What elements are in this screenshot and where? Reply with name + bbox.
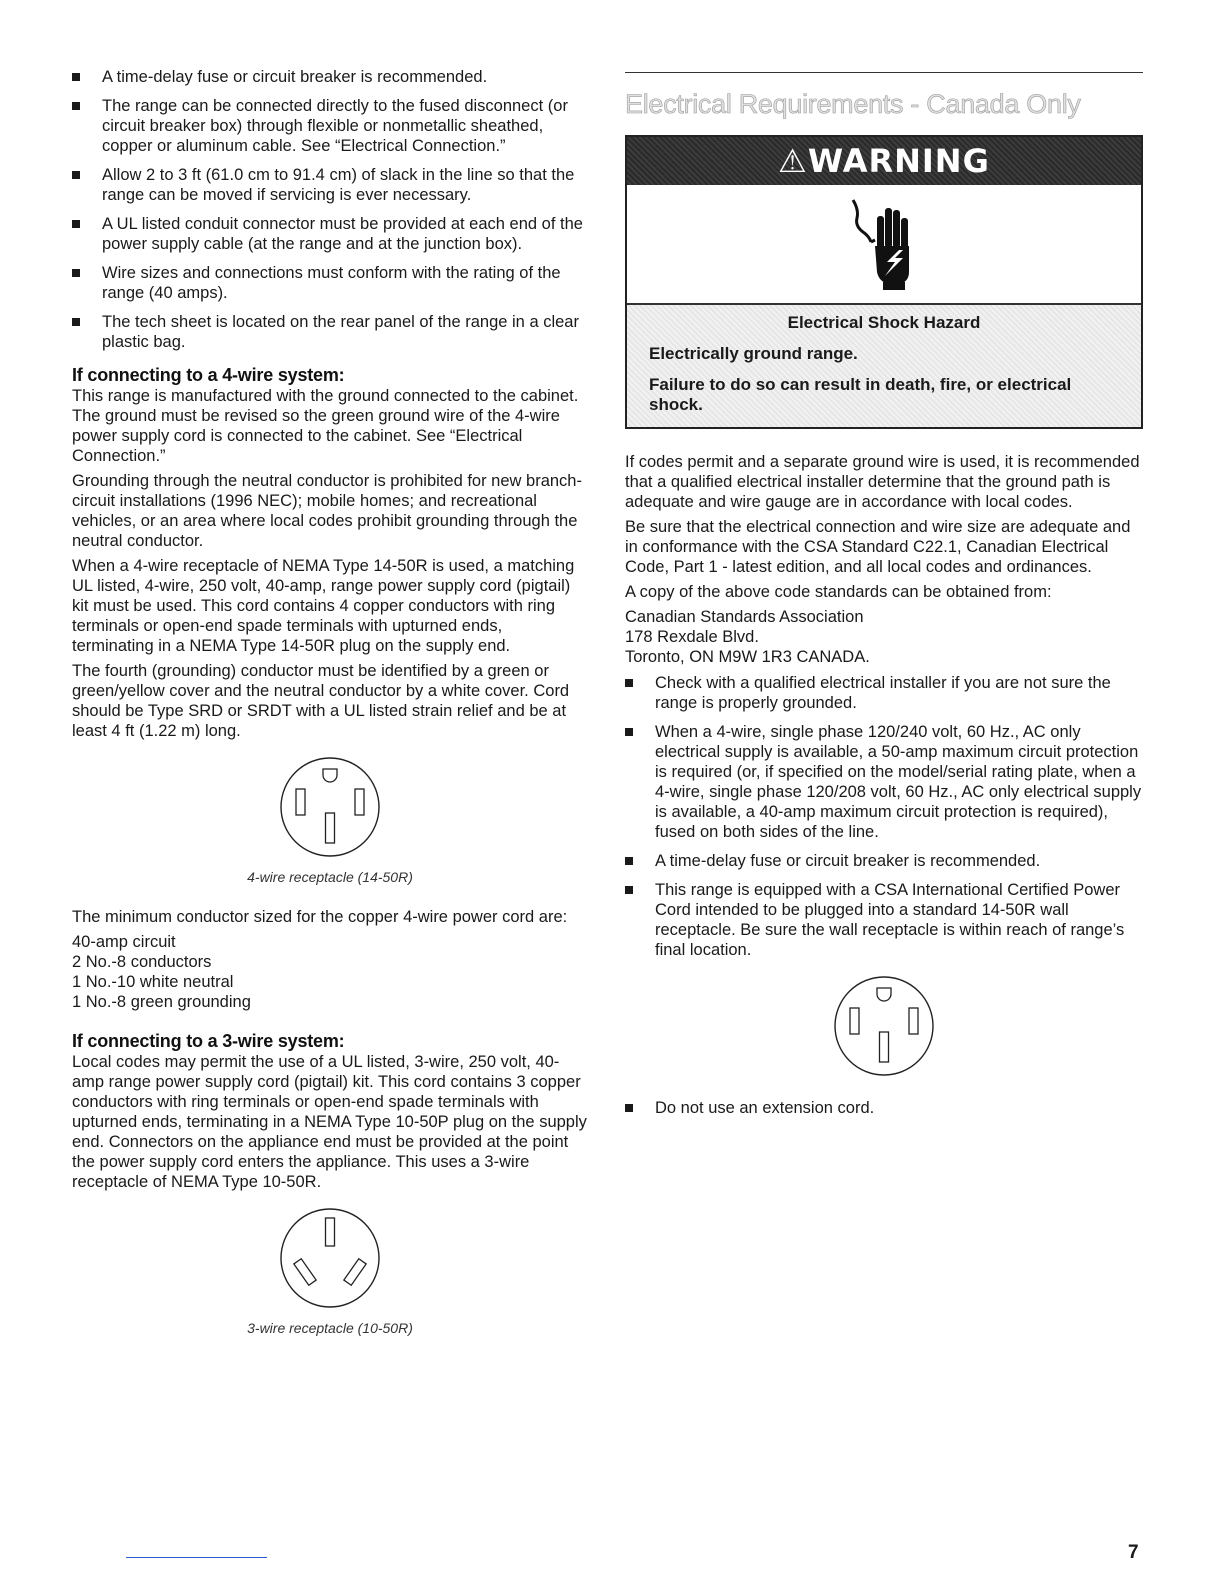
list-item: The tech sheet is located on the rear panel of the range in a clear plastic bag.: [72, 312, 588, 352]
list-item: The range can be connected directly to the fused disconnect (or circuit breaker box) through flexible or nonmetallic sheathed, copper or aluminum cable. See “Electrical Connection.”: [72, 96, 588, 156]
list-item: Wire sizes and connections must conform with the rating of the range (40 amps).: [72, 263, 588, 303]
four-wire-paragraph: This range is manufactured with the ground connected to the cabinet. The ground must be revised so the green ground wire of the 4-wire power supply cord is connected to the cabinet. See “Electrical Connection.”: [72, 387, 579, 465]
warning-consequence: Failure to do so can result in death, fire, or electrical shock.: [649, 375, 1072, 414]
list-item: Allow 2 to 3 ft (61.0 cm to 91.4 cm) of slack in the line so that the range can be moved if servicing is ever necessary.: [72, 165, 588, 205]
warning-header: [627, 137, 1141, 185]
footer-divider: [126, 1557, 267, 1558]
four-wire-paragraph: Grounding through the neutral conductor is prohibited for new branch-circuit installations (1996 NEC); mobile homes; and recreational vehicles, or an area where local codes prohibit grounding through the neutral conductor.: [72, 472, 582, 550]
canada-receptacle-figure: [625, 974, 1143, 1078]
conductor-spec-list: [72, 932, 588, 1012]
warning-instruction: Electrically ground range.: [649, 344, 858, 363]
electrical-shock-hand-icon: [849, 196, 919, 292]
three-wire-receptacle-figure: [72, 1206, 588, 1338]
figure-caption: 4-wire receptacle (14-50R): [247, 869, 413, 885]
paragraph: Be sure that the electrical connection and wire size are adequate and in conformance with the CSA Standard C22.1, Canadian Electrical Code, Part 1 - latest edition, and all local codes and ordinances.: [625, 518, 1131, 576]
spec-line: 2 No.-8 conductors: [72, 953, 212, 971]
hazard-title: Electrical Shock Hazard: [787, 313, 981, 332]
min-conductor-text: The minimum conductor sized for the copper 4-wire power cord are:: [72, 908, 568, 926]
list-item: A time-delay fuse or circuit breaker is recommended.: [72, 67, 588, 87]
four-wire-receptacle-figure: [72, 755, 588, 887]
spec-line: 1 No.-8 green grounding: [72, 993, 251, 1011]
warning-body: [627, 305, 1141, 427]
four-wire-heading: If connecting to a 4-wire system:: [72, 365, 345, 385]
three-wire-paragraph: Local codes may permit the use of a UL listed, 3-wire, 250 volt, 40-amp range power supply cord (pigtail) kit. This cord contains 3 copper conductors with ring terminals or open-end spade terminals with upturned ends, terminating in a NEMA Type 10-50P plug on the supply end. Connectors on the appliance end must be provided at the point the power supply cord enters the appliance. This uses a 3-wire receptacle of NEMA Type 10-50R.: [72, 1053, 587, 1191]
four-wire-receptacle-icon: [832, 974, 936, 1078]
four-wire-receptacle-icon: [278, 755, 382, 859]
warning-label: ⚠WARNING: [778, 142, 990, 180]
list-item: A UL listed conduit connector must be provided at each end of the power supply cable (at the range and at the junction box).: [72, 214, 588, 254]
three-wire-receptacle-icon: [278, 1206, 382, 1310]
address-block: [625, 607, 1143, 667]
spec-line: 40-amp circuit: [72, 933, 176, 951]
four-wire-paragraph: The fourth (grounding) conductor must be identified by a green or green/yellow cover and the neutral conductor by a white cover. Cord should be Type SRD or SRDT with a UL listed strain relief and be at least 4 ft (1.22 m) long.: [72, 662, 570, 740]
right-column: [625, 72, 1143, 1127]
figure-caption: 3-wire receptacle (10-50R): [247, 1320, 413, 1336]
paragraph: If codes permit and a separate ground wire is used, it is recommended that a qualified electrical installer determine that the ground path is adequate and wire gauge are in accordance with local codes.: [625, 453, 1140, 511]
canada-list: [625, 673, 1143, 960]
spec-line: 1 No.-10 white neutral: [72, 973, 234, 991]
address-line: Toronto, ON M9W 1R3 CANADA.: [625, 648, 870, 666]
four-wire-paragraph: When a 4-wire receptacle of NEMA Type 14-50R is used, a matching UL listed, 4-wire, 250 volt, 40-amp, range power supply cord (pigtail) kit must be used. This cord contains 4 copper conductors with ring terminals or open-end spade terminals with upturned ends, terminating in a NEMA Type 14-50R plug on the supply end.: [72, 557, 575, 655]
warning-icon-area: [627, 185, 1141, 305]
list-item: When a 4-wire, single phase 120/240 volt, 60 Hz., AC only electrical supply is available, a 50-amp maximum circuit protection is required (or, if specified on the model/serial rating plate, when a 4-wire, single phase 120/208 volt, 60 Hz., AC only electrical supply is available, a 40-amp maximum circuit protection is required), fused on both sides of the line.: [625, 722, 1143, 842]
final-list: [625, 1098, 1143, 1118]
canada-text: [625, 452, 1143, 960]
warning-box: [625, 135, 1143, 429]
list-item: Check with a qualified electrical installer if you are not sure the range is properly grounded.: [625, 673, 1143, 713]
list-item: Do not use an extension cord.: [625, 1098, 1143, 1118]
page-number: 7: [1128, 1542, 1139, 1563]
requirements-list: [72, 67, 588, 352]
three-wire-heading: If connecting to a 3-wire system:: [72, 1031, 345, 1051]
left-column: [72, 67, 588, 1338]
address-line: Canadian Standards Association: [625, 608, 864, 626]
divider: [625, 72, 1143, 73]
paragraph: A copy of the above code standards can be obtained from:: [625, 583, 1052, 601]
address-line: 178 Rexdale Blvd.: [625, 628, 759, 646]
section-title: Electrical Requirements - Canada Only: [625, 89, 1081, 119]
list-item: This range is equipped with a CSA International Certified Power Cord intended to be plugged into a standard 14-50R wall receptacle. Be sure the wall receptacle is within reach of range’s final location.: [625, 880, 1143, 960]
list-item: A time-delay fuse or circuit breaker is recommended.: [625, 851, 1143, 871]
